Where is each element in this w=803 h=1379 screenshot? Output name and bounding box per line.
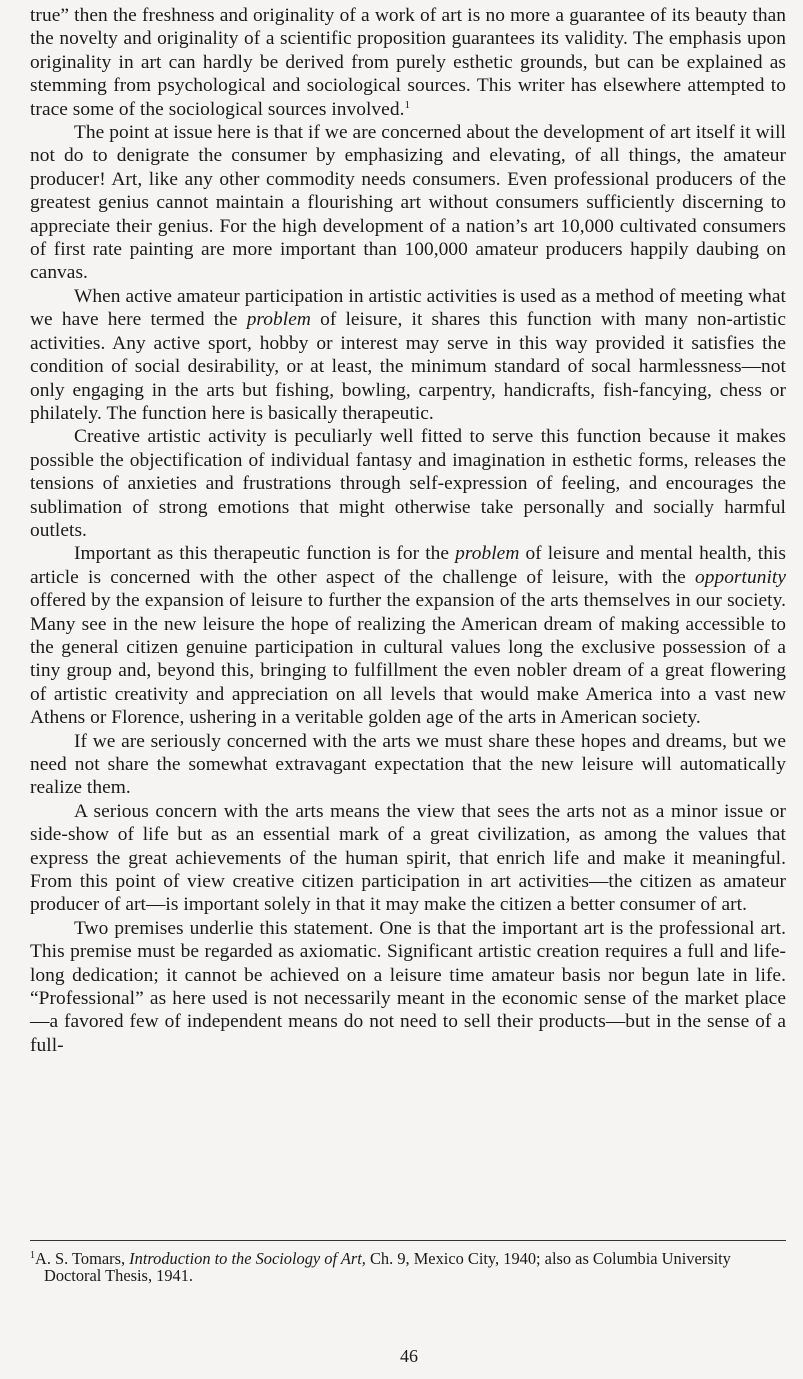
paragraph <box>30 800 786 917</box>
text-span: Ch. 9, Mexico City, 1940; also as Columbia University Doctoral Thesis, 1941. <box>44 1249 731 1285</box>
paragraph <box>30 121 786 285</box>
text-span: Creative artistic activity is peculiarly well fitted to serve this function because it makes possible the objectification of individual fantasy and imagination in esthetic forms, releases the tensions of anxieties and frustrations through self-expression of feeling, and encourages the sublimation of strong emotions that might otherwise take personally and socially harmful outlets. <box>30 426 786 541</box>
paragraph <box>30 542 786 729</box>
text-span: offered by the expansion of leisure to further the expansion of the arts themselves in our society. Many see in the new leisure the hope of realizing the American dream of making accessible to the general citizen genuine participation in cultural values long the exclusive possession of a tiny group and, beyond this, bringing to fulfillment the even nobler dream of a great flowering of artistic creativity and appreciation on all levels that would make America into a vast new Athens or Florence, ushering in a veritable golden age of the arts in American society. <box>30 590 786 729</box>
text-span: of leisure, it shares this function with many non-artistic activities. Any active sport, hobby or interest may serve in this way provided it satisfies the condition of social desirability, or at least, the minimum standard of socal harmlessness—not only engaging in the arts but fishing, bowling, carpentry, handicrafts, fish-fancying, chess or philately. The function here is basically therapeutic. <box>30 309 786 424</box>
text-span: A. S. Tomars, <box>35 1249 130 1268</box>
text-span: If we are seriously concerned with the arts we must share these hopes and dreams, but we need not share the somewhat extravagant expectation that the new leisure will automatically realize them. <box>30 730 786 799</box>
text-span: true” then the freshness and originality of a work of art is no more a guarantee of its beauty than the novelty and originality of a scientific proposition guarantees its validity. The emphasis upon originality in art can hardly be derived from purely esthetic grounds, but can be explained as stemming from psychological and sociological sources. This writer has elsewhere attempted to trace some of the sociological sources involved. <box>30 5 786 120</box>
text-span: A serious concern with the arts means the view that sees the arts not as a minor issue or side-show of life but as an essential mark of a great civilization, as among the values that express the great achievements of the human spirit, that enrich life and make it meaningful. From this point of view creative citizen participation in art activities—the citizen as amateur producer of art—is important solely in that it may make the citizen a better consumer of art. <box>30 800 786 916</box>
footnote <box>30 1249 784 1285</box>
emphasis-text: problem <box>455 543 520 565</box>
text-span: Two premises underlie this statement. One is that the important art is the professional art. This premise must be regarded as axiomatic. Significant artistic creation requires a full and life-long dedication; it cannot be achieved on a leisure time amateur basis nor begun late in life. “Professional” as here used is not necessarily meant in the economic sense of the market place—a favored few of independent means do not need to sell their products—but in the sense of a full- <box>30 917 786 1056</box>
paragraph <box>30 4 786 121</box>
page-number: 46 <box>400 1346 418 1366</box>
paragraph <box>30 425 786 542</box>
text-span: of leisure and mental health, this article is concerned with the other aspect of the challenge of leisure, with the <box>30 543 786 588</box>
text-span: When active amateur participation in artistic activities is used as a method of meeting what we have here termed the <box>30 285 786 331</box>
body-text <box>30 4 786 1057</box>
paragraph <box>30 285 786 425</box>
paragraph <box>30 917 786 1057</box>
footnote-reference: 1 <box>404 98 411 111</box>
footnote-mark: 1 <box>30 1250 35 1261</box>
footnote-divider <box>30 1240 786 1241</box>
text-span: Important as this therapeutic function is for the <box>74 543 456 565</box>
paragraph <box>30 730 786 800</box>
emphasis-text: Introduction to the Sociology of Art, <box>129 1249 366 1268</box>
emphasis-text: problem <box>246 309 311 331</box>
text-span: The point at issue here is that if we are concerned about the development of art itself it will not do to denigrate the consumer by emphasizing and elevating, of all things, the amateur producer! Art, like any other commodity needs consumers. Even professional producers of the greatest genius cannot maintain a flourishing art without consumers sufficiently discerning to appreciate their genius. For the high development of a nation’s art 10,000 cultivated consumers of first rate painting are more important than 100,000 amateur producers happily daubing on canvas. <box>30 122 786 284</box>
emphasis-text: opportunity <box>694 566 786 588</box>
